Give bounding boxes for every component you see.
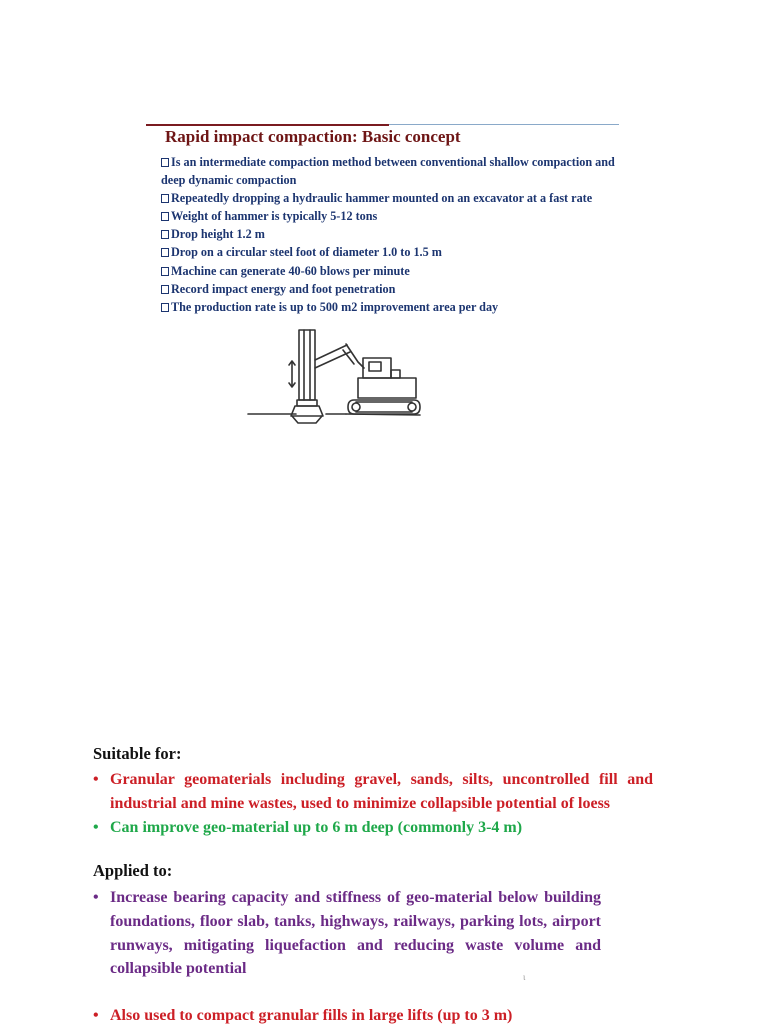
checkbox-bullet-icon (161, 212, 169, 221)
checkbox-bullet-icon (161, 267, 169, 276)
concept-bullet: Drop on a circular steel foot of diameter 1.0 to 1.5 m (161, 243, 631, 261)
bullet-icon: • (93, 771, 99, 788)
list-item: • Can improve geo-material up to 6 m deep (commonly 3-4 m) (93, 816, 653, 840)
list-item: • Granular geomaterials including gravel, sands, silts, uncontrolled fill and industrial and mine wastes, used to minimize collapsible potential of loess (93, 768, 653, 816)
checkbox-bullet-icon (161, 194, 169, 203)
bullet-icon: • (93, 889, 99, 906)
concept-bullet: Repeatedly dropping a hydraulic hammer mounted on an excavator at a fast rate (161, 189, 631, 207)
bullet-icon: • (93, 1007, 99, 1024)
checkbox-bullet-icon (161, 285, 169, 294)
excavator-compactor-illustration (246, 326, 422, 426)
applied-list-extra (93, 1004, 653, 1028)
bullet-icon: • (93, 818, 99, 836)
applied-list (93, 886, 601, 981)
suitable-heading: Suitable for: (93, 744, 182, 763)
applied-heading: Applied to: (93, 861, 173, 880)
suitable-list (93, 768, 653, 839)
concept-bullet: The production rate is up to 500 m2 improvement area per day (161, 298, 631, 316)
title-rule-left (146, 124, 389, 126)
concept-bullet-list (161, 153, 631, 316)
slide-title: Rapid impact compaction: Basic concept (165, 127, 461, 146)
checkbox-bullet-icon (161, 303, 169, 312)
concept-bullet: Drop height 1.2 m (161, 225, 631, 243)
list-item: • Increase bearing capacity and stiffness of geo-material below building foundations, floor slab, tanks, highways, railways, parking lots, airport runways, mitigating liquefaction and reducing waste volume and collapsible potential (93, 886, 601, 981)
checkbox-bullet-icon (161, 230, 169, 239)
checkbox-bullet-icon (161, 248, 169, 257)
title-rule-right (389, 124, 619, 125)
stray-mark: ι (523, 972, 526, 982)
concept-bullet: Weight of hammer is typically 5-12 tons (161, 207, 631, 225)
concept-bullet: Machine can generate 40-60 blows per minute (161, 262, 631, 280)
checkbox-bullet-icon (161, 158, 169, 167)
concept-bullet: Record impact energy and foot penetration (161, 280, 631, 298)
list-item: • Also used to compact granular fills in large lifts (up to 3 m) (93, 1004, 653, 1028)
concept-bullet: Is an intermediate compaction method between conventional shallow compaction and deep dynamic compaction (161, 155, 615, 188)
